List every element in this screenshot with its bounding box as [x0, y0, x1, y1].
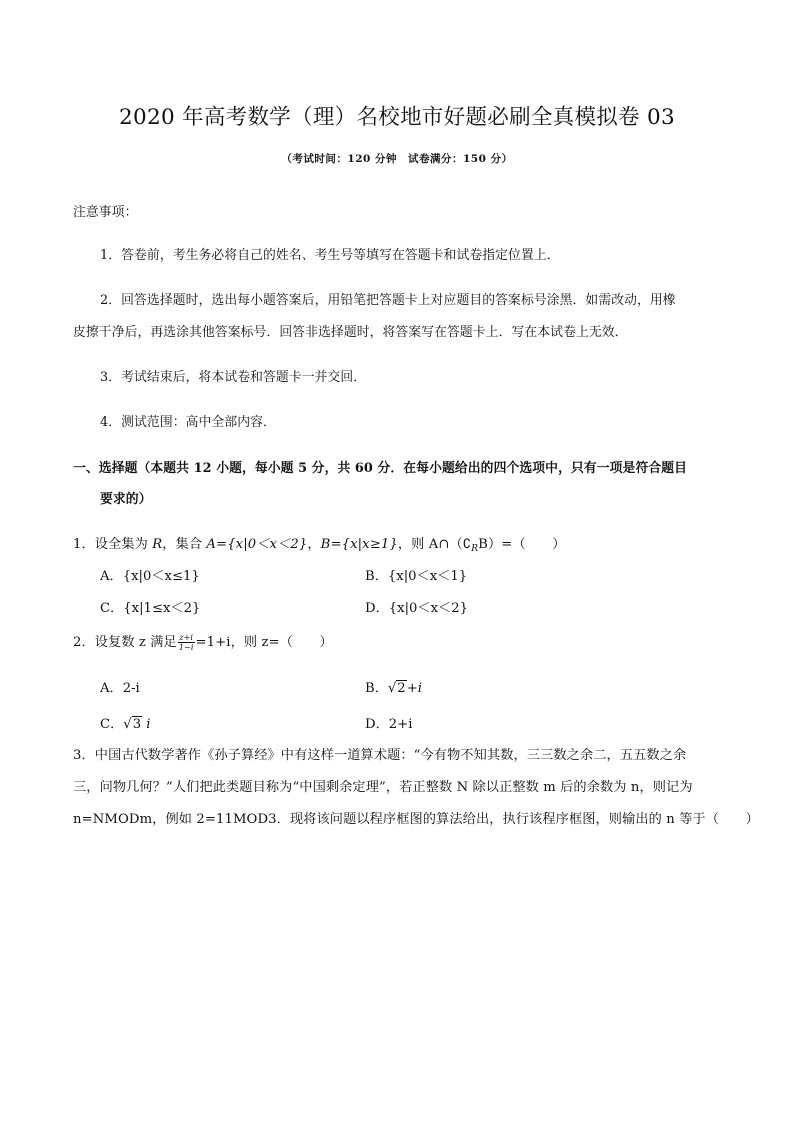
question-2-option-b: B．√2+i	[365, 681, 422, 696]
section-heading-text-2: ，只有一项是符合题目	[558, 461, 688, 476]
question-1-option-b: B．{x|0＜x＜1}	[365, 569, 468, 584]
section-heading	[73, 457, 687, 476]
question-2-option-c: C．√3 i	[100, 717, 151, 732]
fraction: $\frac{z+i}{1-i}$	[178, 633, 194, 652]
question-1-option-d: D．{x|0＜x＜2}	[365, 601, 469, 616]
notice-item-1: 1．答卷前，考生务必将自己的姓名、考生号等填写在答题卡和试卷指定位置上．	[100, 248, 560, 263]
section-heading-text: 一、选择题（本题共 12 小题，每小题 5 分，共 60 分．在每小题给出的	[73, 461, 494, 476]
notice-item-3: 3．考试结束后，将本试卷和答题卡一并交回．	[100, 370, 367, 385]
section-heading-cont: 要求的）	[100, 492, 152, 507]
page-title: 2020 年高考数学（理）名校地市好题必刷全真模拟卷 03	[119, 105, 675, 130]
question-3-line-3: n=NMODm，例如 2=11MOD3．现将该问题以程序框图的算法给出，执行该程序框图，则输出的 n 等于（ ）	[73, 812, 759, 827]
question-2-option-a: A．2-i	[100, 681, 140, 696]
question-1-option-a: A．{x|0＜x≤1}	[100, 569, 200, 584]
sqrt-symbol: √3	[123, 717, 142, 732]
sqrt-symbol: √2	[387, 681, 406, 696]
exam-duration-info: （考试时间：120 分钟 试卷满分：150 分）	[281, 153, 513, 165]
question-2-option-d: D．2+i	[365, 717, 413, 732]
question-2-stem: 2．设复数 z 满足 $\frac{z+i}{1-i}$ =1+i，则 z=（ ）	[73, 633, 333, 652]
section-heading-emphasis: 四个选项中	[493, 461, 559, 476]
notice-item-2-cont: 皮擦干净后，再选涂其他答案标号．回答非选择题时，将答案写在答题卡上．写在本试卷上无效．	[73, 325, 628, 340]
question-3-line-2: 三，问物几何？”人们把此类题目称为“中国剩余定理”，若正整数 N 除以正整数 m 后的余数为 n，则记为	[73, 780, 693, 795]
question-1-stem: 1．设全集为 R，集合 A={x|0＜x＜2}，B={x|x≥1}，则 $A\cap(∁_RB)=$（ ）	[73, 537, 566, 554]
question-3-line-1: 3．中国古代数学著作《孙子算经》中有这样一道算术题：“今有物不知其数，三三数之余二，五五数之余	[73, 748, 687, 763]
notice-item-2: 2．回答选择题时，选出每小题答案后，用铅笔把答题卡上对应题目的答案标号涂黑．如需改动，用橡	[100, 293, 676, 308]
notice-heading: 注意事项：	[73, 205, 138, 220]
notice-item-4: 4．测试范围：高中全部内容．	[100, 415, 276, 430]
question-1-option-c: C．{x|1≤x＜2}	[100, 601, 201, 616]
